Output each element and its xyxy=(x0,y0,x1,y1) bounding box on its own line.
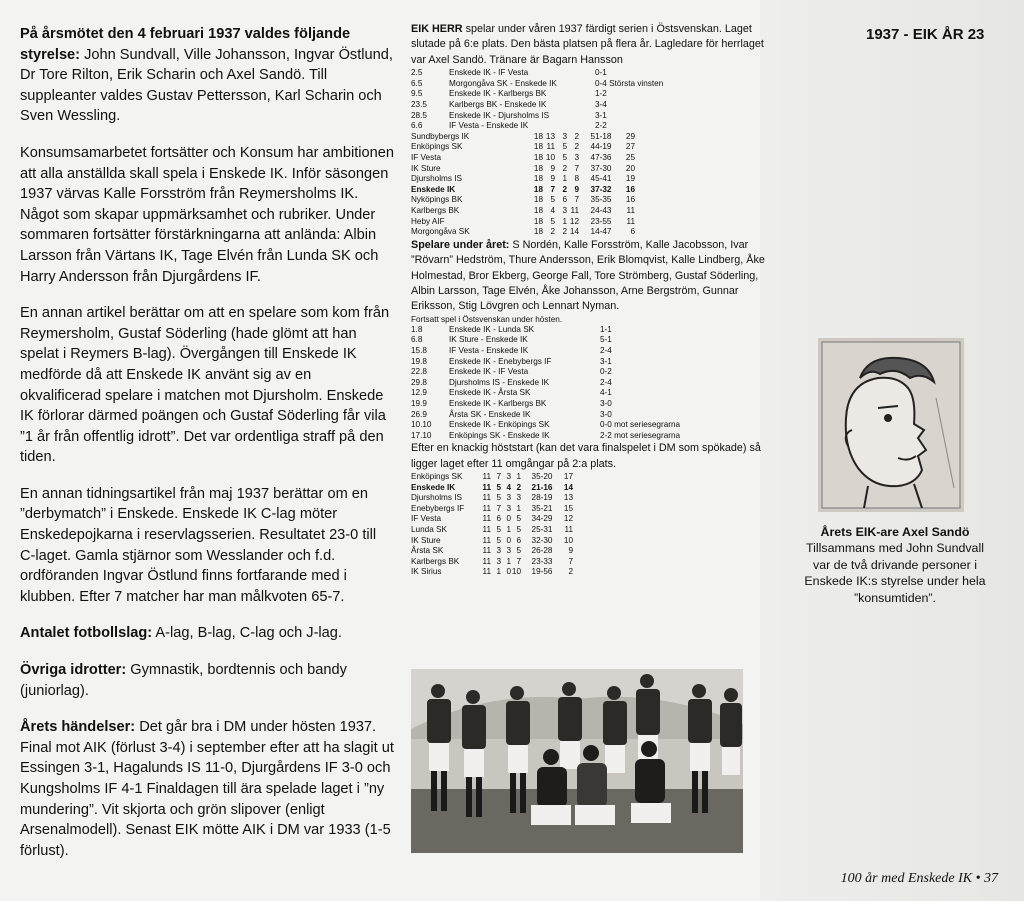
goal-diff: 19-56 xyxy=(531,567,553,577)
standings-row xyxy=(411,174,635,185)
drawn: 6 xyxy=(562,195,567,205)
result-row xyxy=(411,367,680,378)
result-match: Enskede IK - IF Vesta xyxy=(449,68,529,78)
goal-diff: 24-43 xyxy=(590,205,612,215)
lost: 1 xyxy=(516,503,521,513)
played: 11 xyxy=(482,546,491,556)
played: 11 xyxy=(482,482,491,492)
result-date: 6.8 xyxy=(411,335,423,345)
drawn: 1 xyxy=(562,174,567,184)
result-match: IF Vesta - Enskede IK xyxy=(449,121,529,131)
result-row xyxy=(411,100,663,111)
drawn: 2 xyxy=(562,163,567,173)
standings-row xyxy=(411,567,573,578)
points: 6 xyxy=(630,227,635,237)
won: 3 xyxy=(496,546,501,556)
lost: 2 xyxy=(574,142,579,152)
drawn: 2 xyxy=(562,184,567,194)
lost: 3 xyxy=(574,152,579,162)
team-name: IK Sture xyxy=(411,163,441,173)
standings-row xyxy=(411,536,573,547)
drawn: 3 xyxy=(562,131,567,141)
drawn: 3 xyxy=(506,503,511,513)
players-paragraph xyxy=(411,238,771,315)
played: 18 xyxy=(533,184,543,194)
autumn-results-table xyxy=(411,325,680,442)
points: 17 xyxy=(563,472,573,482)
won: 2 xyxy=(550,227,555,237)
won: 10 xyxy=(545,152,555,162)
team-name: Karlbergs BK xyxy=(411,205,460,215)
team-name: Enköpings SK xyxy=(411,142,463,152)
result-score: 3-0 xyxy=(600,398,612,408)
result-date: 17.10 xyxy=(411,430,432,440)
page-footer: 100 år med Enskede IK • 37 xyxy=(840,871,998,886)
result-date: 26.9 xyxy=(411,409,427,419)
other-sports-text: Gymnastik, bordtennis och bandy (juniorlag). xyxy=(20,662,347,699)
caption-text: Tillsammans med John Sundvall var de två drivande personer i Enskede IK:s styrelse under hela ”konsumtiden”. xyxy=(804,541,986,605)
lost: 2 xyxy=(574,131,579,141)
result-date: 9.5 xyxy=(411,89,423,99)
standings-row xyxy=(411,132,635,143)
played: 11 xyxy=(482,535,491,545)
team-name: Heby AIF xyxy=(411,216,445,226)
team-name: Årsta SK xyxy=(411,546,444,556)
result-score: 4-1 xyxy=(600,388,612,398)
won: 5 xyxy=(550,195,555,205)
points: 15 xyxy=(563,503,573,513)
result-row xyxy=(411,335,680,346)
result-date: 2.5 xyxy=(411,68,423,78)
result-row xyxy=(411,410,680,421)
result-score: 3-0 xyxy=(600,409,612,419)
cartoon-portrait xyxy=(818,338,964,512)
points: 11 xyxy=(626,216,635,226)
points: 13 xyxy=(563,493,573,503)
result-score: 1-2 xyxy=(595,89,607,99)
won: 3 xyxy=(496,556,501,566)
paragraph-article: En annan artikel berättar om att en spelare som kom från Reymersholm, Gustaf Söderling (hade glömt att han spelat i Reymers B-lag). Övergången till Enskede IK medförde då att Enskede IK använt sig av en okvalificerad spelare i matchen mot Djursholm. Enskede IK förlorar därmed poängen och Gustaf Söderling får vila ”1 år från offentlig idrott”. Det var ordentliga straff på den tiden. xyxy=(20,305,390,466)
result-score: 0-1 xyxy=(595,68,607,78)
spring-results-table xyxy=(411,68,663,132)
points: 2 xyxy=(568,567,573,577)
points: 16 xyxy=(625,195,635,205)
result-row xyxy=(411,111,663,122)
played: 18 xyxy=(533,152,543,162)
middle-column xyxy=(411,22,771,578)
result-match: Enskede IK - Karlbergs BK xyxy=(449,89,547,99)
played: 18 xyxy=(533,163,543,173)
result-date: 19.8 xyxy=(411,356,427,366)
spring-standings-table xyxy=(411,132,635,238)
won: 5 xyxy=(496,535,501,545)
result-date: 23.5 xyxy=(411,100,427,109)
points: 19 xyxy=(625,174,635,184)
result-score: 0-2 xyxy=(600,367,612,377)
result-score: 3-1 xyxy=(600,356,612,366)
result-score: 1-1 xyxy=(600,324,612,334)
result-date: 6.6 xyxy=(411,121,423,131)
drawn: 2 xyxy=(562,227,567,237)
intro-heading: EIK HERR xyxy=(411,23,463,35)
points: 9 xyxy=(568,546,573,556)
standings-row xyxy=(411,142,635,153)
lost: 3 xyxy=(516,493,521,503)
standings-row xyxy=(411,195,635,206)
drawn: 4 xyxy=(506,482,511,492)
played: 18 xyxy=(533,227,543,237)
paragraph-derby: En annan tidningsartikel från maj 1937 berättar om en ”derbymatch” i Enskede. Enskede IK C-lag möter Enskedepojkarna i reservlagsserien. Resultatet 23-0 till C-laget. Gamla stjärnor som Wesslander och f.d. ordföranden Ingvar Östlund finns fortfarande med i klubben. Efter 7 matcher har man målkvoten 65-7. xyxy=(20,485,377,605)
standings-row xyxy=(411,164,635,175)
won: 5 xyxy=(550,216,555,226)
team-name: Enskede IK xyxy=(411,184,456,194)
drawn: 0 xyxy=(506,514,511,524)
won: 5 xyxy=(496,493,501,503)
result-score: 3-4 xyxy=(595,100,607,109)
paragraph-other-sports xyxy=(20,660,395,701)
paragraph-events xyxy=(20,717,395,861)
goal-diff: 26-28 xyxy=(531,546,553,556)
result-row xyxy=(411,357,680,368)
lost: 5 xyxy=(516,514,521,524)
board-text: John Sundvall, Ville Johansson, Ingvar Östlund, Dr Tore Rilton, Erik Scharin och Axel Sandö. Till suppleanter valdes Gustav Pettersson, Karl Scharin och Sven Wessling. xyxy=(20,46,393,125)
portrait-caption xyxy=(800,524,990,606)
result-score: 2-2 xyxy=(595,121,607,131)
played: 11 xyxy=(482,503,491,513)
won: 7 xyxy=(496,503,501,513)
players-heading: Spelare under året: xyxy=(411,238,510,251)
standings-row xyxy=(411,525,573,536)
drawn: 1 xyxy=(506,556,511,566)
team-name: Enköpings SK xyxy=(411,472,463,482)
lost: 11 xyxy=(570,205,579,215)
result-match: Enskede IK - Lunda SK xyxy=(449,324,535,334)
played: 18 xyxy=(533,174,543,184)
goal-diff: 45-41 xyxy=(590,174,612,184)
result-match: Enskede IK - Karlbergs BK xyxy=(449,398,547,408)
result-row xyxy=(411,68,663,79)
goal-diff: 47-36 xyxy=(590,152,612,162)
lost: 9 xyxy=(574,184,579,194)
standings-row xyxy=(411,483,573,494)
lost: 7 xyxy=(574,195,579,205)
lost: 8 xyxy=(574,174,579,184)
result-match: IK Sture - Enskede IK xyxy=(449,335,528,345)
standings-row xyxy=(411,514,573,525)
drawn: 3 xyxy=(506,546,511,556)
goal-diff: 14-47 xyxy=(590,227,612,237)
drawn: 1 xyxy=(506,525,511,535)
team-name: IK Sture xyxy=(411,535,441,545)
lost: 2 xyxy=(516,482,521,492)
result-row xyxy=(411,325,680,336)
points: 20 xyxy=(625,163,635,173)
points: 11 xyxy=(626,205,635,215)
lost: 10 xyxy=(511,567,521,577)
points: 16 xyxy=(625,184,635,194)
goal-diff: 44-19 xyxy=(590,142,612,152)
played: 18 xyxy=(533,131,543,141)
team-name: Lunda SK xyxy=(411,525,447,535)
team-name: Nyköpings BK xyxy=(411,195,463,205)
drawn: 0 xyxy=(506,535,511,545)
result-row xyxy=(411,431,680,442)
won: 9 xyxy=(550,174,555,184)
result-score: 0-4 Största vinsten xyxy=(595,78,664,88)
lost: 5 xyxy=(516,525,521,535)
won: 7 xyxy=(496,472,501,482)
team-name: Djursholms IS xyxy=(411,493,462,503)
standings-row xyxy=(411,227,635,238)
intro-text: spelar under våren 1937 färdigt serien i Östsvenskan. Laget slutade på 6:e plats. Den bästa platsen på flera år. Lagledare för herrlaget var Axel Sandö. Tränare är Bagarn Hansson xyxy=(411,23,764,66)
won: 5 xyxy=(496,482,501,492)
result-score: 5-1 xyxy=(600,335,612,345)
points: 29 xyxy=(625,131,635,141)
won: 11 xyxy=(546,142,555,152)
played: 11 xyxy=(482,556,491,566)
teams-heading: Antalet fotbollslag: xyxy=(20,625,153,642)
standings-row xyxy=(411,153,635,164)
points: 12 xyxy=(563,514,573,524)
drawn: 5 xyxy=(562,142,567,152)
standings-row xyxy=(411,472,573,483)
paragraph-board xyxy=(20,24,395,127)
won: 13 xyxy=(545,131,555,141)
team-name: Sundbybergs IK xyxy=(411,131,470,141)
paragraph-konsum: Konsumsamarbetet fortsätter och Konsum har ambitionen att alla anställda skall spela i Enskede IK. Inför säsongen 1937 värvas Kalle Forsström från Reymersholms IK. Något som skapar uppmärksamhet och rubriker. Under sommaren fortsätter förstärkningarna att anlända: Albin Larsson från Värtans IK, Tage Elvén från Lunda SK och Harry Andersson från Djurgårdens IF. xyxy=(20,144,394,285)
board-heading: På årsmötet den 4 februari 1937 valdes följande styrelse: xyxy=(20,26,351,63)
team-name: Enskede IK xyxy=(411,482,456,492)
played: 11 xyxy=(482,567,491,577)
played: 18 xyxy=(533,216,543,226)
result-match: Morgongåva SK - Enskede IK xyxy=(449,78,557,88)
goal-diff: 34-29 xyxy=(531,514,553,524)
standings-row xyxy=(411,546,573,557)
goal-diff: 28-19 xyxy=(531,493,553,503)
result-score: 2-2 mot seriesegrarna xyxy=(600,430,681,440)
team-name: IF Vesta xyxy=(411,152,442,162)
players-text: S Nordén, Kalle Forsström, Kalle Jacobsson, Ivar ”Rövarn” Hedström, Thure Andersson, Erik Blomqvist, Kalle Lindberg, Åke Holmestad, Bror Ekberg, George Fall, Tore Strömberg, Gustaf Söderling, Albin Larsson, Tage Elvén, Åke Johansson, Arne Bergström, Gunnar Eriksson, Stig Lövgren och Lennart Nyman. xyxy=(411,238,765,313)
lost: 5 xyxy=(516,546,521,556)
played: 11 xyxy=(482,514,491,524)
standings-row xyxy=(411,206,635,217)
lost: 1 xyxy=(516,472,521,482)
goal-diff: 37-30 xyxy=(590,163,612,173)
standings-row xyxy=(411,557,573,568)
result-date: 19.9 xyxy=(411,398,427,408)
autumn-paragraph: Efter en knackig höststart (kan det vara finalspelet i DM som spökade) så ligger laget efter 11 omgångar på 2:a plats. xyxy=(411,442,761,470)
drawn: 3 xyxy=(506,472,511,482)
result-match: Karlbergs BK - Enskede IK xyxy=(449,100,547,109)
played: 18 xyxy=(533,195,543,205)
points: 7 xyxy=(568,556,573,566)
standings-row xyxy=(411,504,573,515)
lost: 12 xyxy=(569,216,579,226)
result-match: Enskede IK - Årsta SK xyxy=(449,388,531,398)
events-heading: Årets händelser: xyxy=(20,719,136,736)
standings-row xyxy=(411,217,635,228)
team-name: Karlbergs BK xyxy=(411,556,460,566)
won: 9 xyxy=(550,163,555,173)
team-name: Morgongåva SK xyxy=(411,227,470,237)
result-date: 22.8 xyxy=(411,367,427,377)
autumn-note: Fortsatt spel i Östsvenskan under hösten. xyxy=(411,314,563,324)
result-row xyxy=(411,399,680,410)
goal-diff: 35-20 xyxy=(531,472,553,482)
autumn-standings-table xyxy=(411,472,573,578)
played: 11 xyxy=(482,493,491,503)
standings-row xyxy=(411,493,573,504)
points: 25 xyxy=(625,152,635,162)
played: 18 xyxy=(533,142,543,152)
team-name: IK Sirius xyxy=(411,567,442,577)
goal-diff: 23-55 xyxy=(590,216,612,226)
result-row xyxy=(411,89,663,100)
result-date: 1.8 xyxy=(411,324,423,334)
won: 7 xyxy=(550,184,555,194)
goal-diff: 32-30 xyxy=(531,535,553,545)
goal-diff: 35-21 xyxy=(531,503,553,513)
result-row xyxy=(411,79,663,90)
lost: 6 xyxy=(516,535,521,545)
goal-diff: 21-16 xyxy=(531,482,553,492)
result-date: 29.8 xyxy=(411,377,427,387)
result-score: 2-4 xyxy=(600,377,612,387)
won: 6 xyxy=(496,514,501,524)
result-match: Årsta SK - Enskede IK xyxy=(449,409,531,419)
lost: 7 xyxy=(574,163,579,173)
team-name: IF Vesta xyxy=(411,514,442,524)
goal-diff: 23-33 xyxy=(531,556,553,566)
result-row xyxy=(411,420,680,431)
won: 5 xyxy=(496,525,501,535)
other-sports-heading: Övriga idrotter: xyxy=(20,662,127,679)
result-match: Enköpings SK - Enskede IK xyxy=(449,430,550,440)
team-photo xyxy=(411,669,743,853)
won: 1 xyxy=(496,567,501,577)
intro-paragraph xyxy=(411,22,771,68)
caption-title: Årets EIK-are Axel Sandö xyxy=(820,525,970,539)
page-heading: 1937 - EIK ÅR 23 xyxy=(866,26,985,43)
result-match: Djursholms IS - Enskede IK xyxy=(449,377,550,387)
result-date: 28.5 xyxy=(411,110,427,120)
drawn: 0 xyxy=(506,567,511,577)
goal-diff: 37-32 xyxy=(590,184,612,194)
drawn: 1 xyxy=(562,216,567,226)
lost: 7 xyxy=(516,556,521,566)
result-match: IF Vesta - Enskede IK xyxy=(449,345,529,355)
points: 11 xyxy=(564,525,573,535)
result-row xyxy=(411,121,663,132)
points: 27 xyxy=(625,142,635,152)
result-match: Enskede IK - Enebybergs IF xyxy=(449,356,552,366)
paragraph-teams xyxy=(20,623,395,644)
events-text: Det går bra i DM under hösten 1937. Final mot AIK (förlust 3-4) i september efter att ha slagit ut Essingen 3-1, Hagalunds IS 11-0, Djurgårdens IF 3-0 och Kungsholms IF 4-1 Finaldagen till ära spelade laget i ”ny mundering”. Vit skjorta och grön slipover (enligt Arsenalmodell). Senast EIK mötte AIK i DM var 1933 (1-5 förlust). xyxy=(20,719,394,859)
goal-diff: 25-31 xyxy=(531,525,553,535)
teams-text: A-lag, B-lag, C-lag och J-lag. xyxy=(152,625,342,642)
result-row xyxy=(411,378,680,389)
result-date: 10.10 xyxy=(411,420,432,430)
result-date: 6.5 xyxy=(411,78,423,88)
result-score: 3-1 xyxy=(595,110,607,120)
won: 4 xyxy=(550,205,555,215)
result-match: Enskede IK - Djursholms IS xyxy=(449,110,550,120)
lost: 14 xyxy=(569,227,579,237)
result-match: Enskede IK - IF Vesta xyxy=(449,367,529,377)
played: 18 xyxy=(533,205,543,215)
drawn: 3 xyxy=(506,493,511,503)
drawn: 3 xyxy=(562,205,567,215)
result-row xyxy=(411,346,680,357)
result-score: 2-4 xyxy=(600,345,612,355)
result-row xyxy=(411,388,680,399)
goal-diff: 35-35 xyxy=(590,195,612,205)
left-column xyxy=(20,24,395,877)
played: 11 xyxy=(482,525,491,535)
result-score: 0-0 mot seriesegrarna xyxy=(600,420,681,430)
result-date: 15.8 xyxy=(411,345,427,355)
team-name: Enebybergs IF xyxy=(411,503,465,513)
goal-diff: 51-18 xyxy=(590,131,612,141)
standings-row xyxy=(411,185,635,196)
result-match: Enskede IK - Enköpings SK xyxy=(449,420,550,430)
result-date: 12.9 xyxy=(411,388,427,398)
points: 14 xyxy=(563,482,573,492)
played: 11 xyxy=(482,472,491,482)
points: 10 xyxy=(563,535,573,545)
team-name: Djursholms IS xyxy=(411,174,462,184)
drawn: 5 xyxy=(562,152,567,162)
